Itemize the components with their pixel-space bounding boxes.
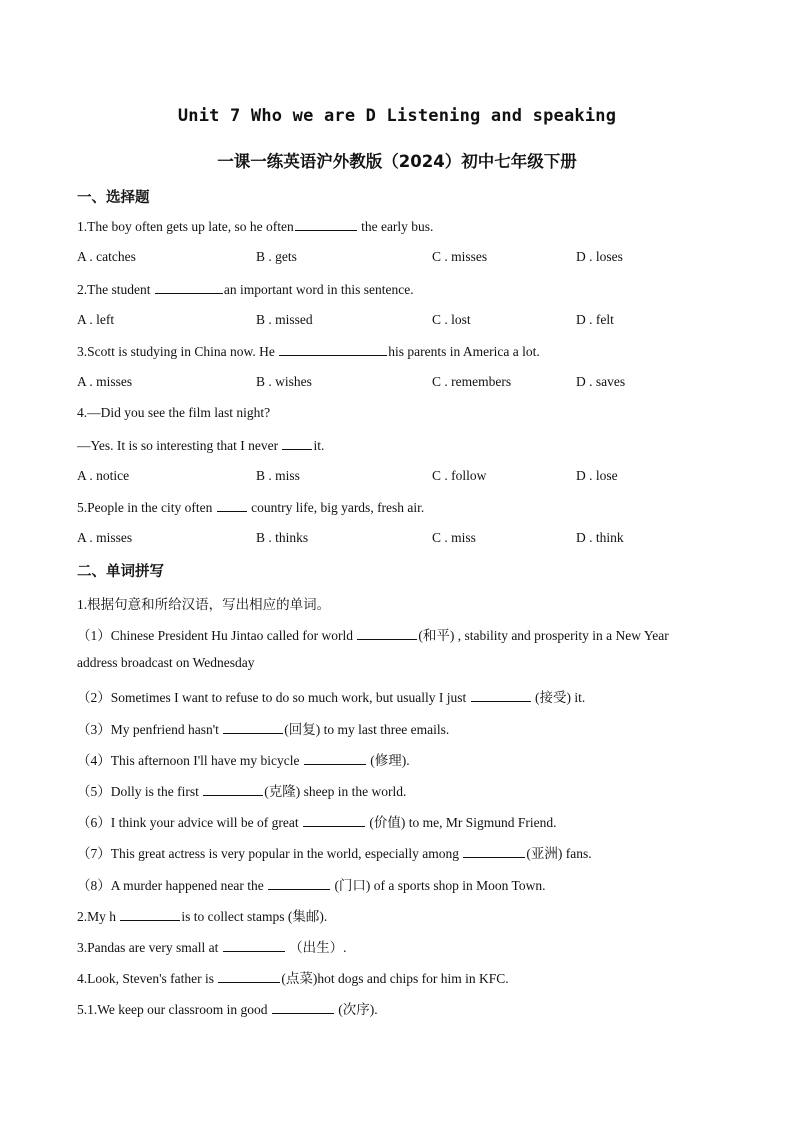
question-text: it. xyxy=(313,438,325,453)
item-text: Chinese President Hu Jintao called for world xyxy=(110,628,357,643)
answer-blank xyxy=(268,877,330,890)
item-text: I think your advice will be of great xyxy=(110,815,302,830)
item-text: (和平) , stability and prosperity in a New Year xyxy=(418,628,669,643)
document-subtitle: 一课一练英语沪外教版（2024）初中七年级下册 xyxy=(217,152,577,171)
spelling-q1-intro: 1.根据句意和所给汉语，写出相应的单词。 xyxy=(77,597,331,612)
question-text: 3.Scott is studying in China now. He xyxy=(77,344,279,359)
item-number: （6） xyxy=(77,815,111,830)
item-text: (价值) to me, Mr Sigmund Friend. xyxy=(365,815,557,830)
item-text: This afternoon I'll have my bicycle xyxy=(110,753,303,768)
spelling-item-4 xyxy=(77,749,410,769)
option-a: A . catches xyxy=(77,249,136,264)
question-text: country life, big yards, fresh air. xyxy=(247,500,425,515)
document-title: Unit 7 Who we are D Listening and speaking xyxy=(177,106,617,126)
answer-blank xyxy=(120,908,180,921)
option-c: C . miss xyxy=(432,530,476,545)
option-d: D . lose xyxy=(576,468,618,483)
question-text: 5.People in the city often xyxy=(77,500,216,515)
answer-blank xyxy=(279,343,387,356)
question-2 xyxy=(77,281,414,298)
spelling-q5 xyxy=(77,998,378,1018)
option-a: A . notice xyxy=(77,468,130,483)
option-d: D . think xyxy=(576,530,624,545)
question-text: the early bus. xyxy=(357,219,434,234)
item-number: （7） xyxy=(77,846,111,861)
spelling-q3 xyxy=(77,936,346,956)
answer-blank xyxy=(304,752,366,765)
item-text: (次序). xyxy=(334,1002,378,1017)
spelling-q4 xyxy=(77,967,509,987)
spelling-item-6 xyxy=(77,811,556,831)
item-text: （出生）. xyxy=(285,940,347,955)
item-text: 5.1.We keep our classroom in good xyxy=(77,1002,271,1017)
option-d: D . loses xyxy=(576,249,623,264)
question-4-reply xyxy=(77,437,324,454)
option-d: D . saves xyxy=(576,374,626,389)
item-text: (修理). xyxy=(366,753,410,768)
item-text: 3.Pandas are very small at xyxy=(77,940,222,955)
option-a: A . left xyxy=(77,312,115,327)
option-c: C . remembers xyxy=(432,374,512,389)
spelling-item-1-continued: address broadcast on Wednesday xyxy=(77,655,255,670)
spelling-q2 xyxy=(77,905,327,925)
item-number: （2） xyxy=(77,690,111,705)
option-b: B . miss xyxy=(256,468,300,483)
answer-blank xyxy=(223,721,283,734)
item-text: (接受) it. xyxy=(531,690,586,705)
item-text: is to collect stamps (集邮). xyxy=(181,909,328,924)
spelling-item-1 xyxy=(77,624,669,644)
answer-blank xyxy=(272,1001,334,1014)
section-heading-choice: 一、选择题 xyxy=(77,190,150,206)
answer-blank xyxy=(223,939,285,952)
option-a: A . misses xyxy=(77,374,133,389)
question-text: —Yes. It is so interesting that I never xyxy=(77,438,282,453)
question-text: 2.The student xyxy=(77,282,154,297)
answer-blank xyxy=(295,218,357,231)
item-text: Sometimes I want to refuse to do so much work, but usually I just xyxy=(110,690,470,705)
question-text: an important word in this sentence. xyxy=(223,282,414,297)
answer-blank xyxy=(282,437,312,450)
spelling-item-3 xyxy=(77,718,449,738)
spelling-item-2 xyxy=(77,686,585,706)
item-number: （8） xyxy=(77,878,111,893)
question-3 xyxy=(77,343,540,360)
option-b: B . wishes xyxy=(256,374,312,389)
option-c: C . lost xyxy=(432,312,471,327)
item-text: (克隆) sheep in the world. xyxy=(264,784,407,799)
option-b: B . missed xyxy=(256,312,313,327)
answer-blank xyxy=(463,845,525,858)
answer-blank xyxy=(203,783,263,796)
question-4: 4.—Did you see the film last night? xyxy=(77,405,271,420)
question-text: 1.The boy often gets up late, so he often xyxy=(77,219,294,234)
question-5 xyxy=(77,499,424,516)
item-text: This great actress is very popular in the world, especially among xyxy=(110,846,463,861)
answer-blank xyxy=(357,627,417,640)
answer-blank xyxy=(217,499,247,512)
item-number: （1） xyxy=(77,628,111,643)
item-number: （3） xyxy=(77,722,111,737)
item-number: （5） xyxy=(77,784,111,799)
option-d: D . felt xyxy=(576,312,614,327)
answer-blank xyxy=(303,814,365,827)
spelling-item-8 xyxy=(77,874,546,894)
item-text: (亚洲) fans. xyxy=(526,846,592,861)
item-text: (门口) of a sports shop in Moon Town. xyxy=(331,878,546,893)
item-text: 2.My h xyxy=(77,909,120,924)
option-c: C . follow xyxy=(432,468,487,483)
question-text: his parents in America a lot. xyxy=(388,344,540,359)
item-text: (点菜)hot dogs and chips for him in KFC. xyxy=(281,971,509,986)
section-heading-spelling: 二、单词拼写 xyxy=(77,564,164,580)
spelling-item-5 xyxy=(77,780,406,800)
item-text: 4.Look, Steven's father is xyxy=(77,971,218,986)
item-text: (回复) to my last three emails. xyxy=(284,722,450,737)
option-b: B . thinks xyxy=(256,530,309,545)
item-number: （4） xyxy=(77,753,111,768)
option-b: B . gets xyxy=(256,249,297,264)
option-a: A . misses xyxy=(77,530,133,545)
item-text: My penfriend hasn't xyxy=(110,722,223,737)
answer-blank xyxy=(471,689,531,702)
item-text: A murder happened near the xyxy=(110,878,268,893)
answer-blank xyxy=(218,970,280,983)
option-c: C . misses xyxy=(432,249,488,264)
item-text: Dolly is the first xyxy=(110,784,203,799)
spelling-item-7 xyxy=(77,842,592,862)
question-1 xyxy=(77,218,433,235)
answer-blank xyxy=(155,281,223,294)
